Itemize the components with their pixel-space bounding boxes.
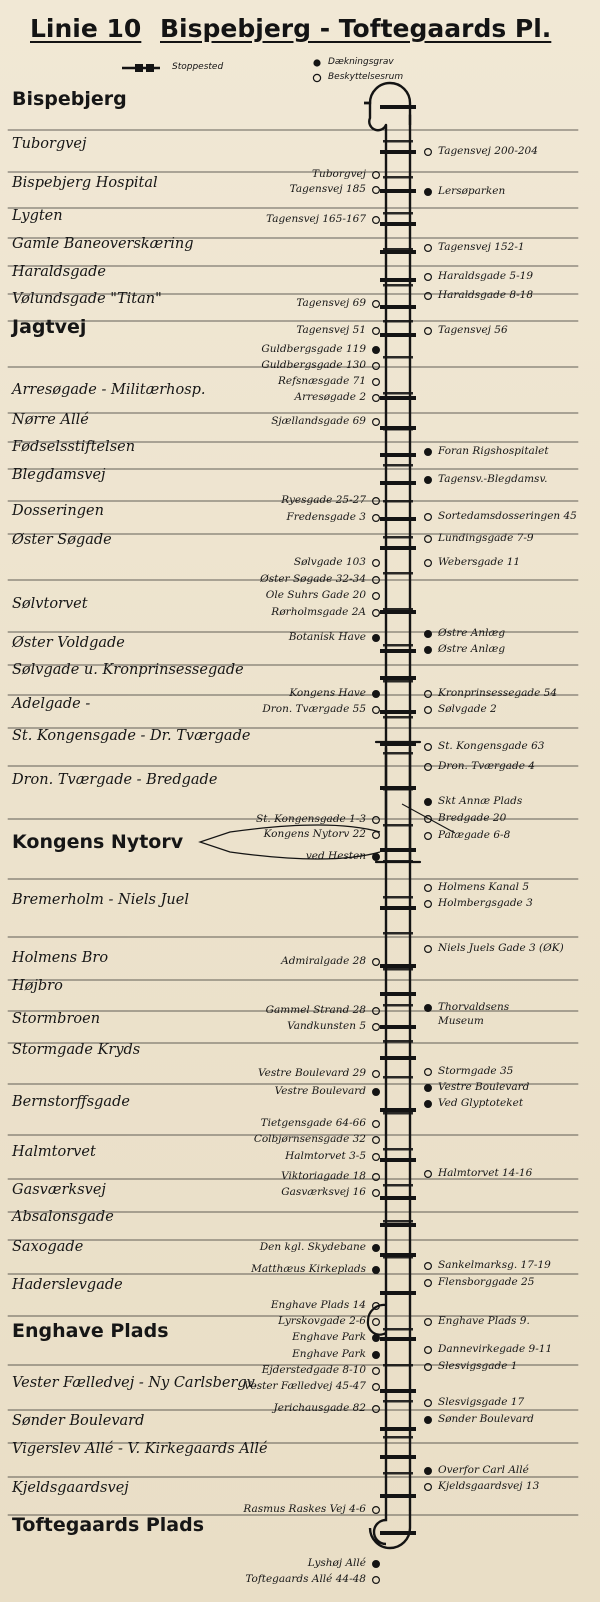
shelter-trench-dot-icon [373, 1267, 380, 1274]
shelter-trench-dot-icon [425, 1101, 432, 1108]
shelter-room-circle-icon [373, 610, 380, 617]
stop-marker [380, 1056, 416, 1060]
station-haraldsgade: Haraldsgade [12, 264, 107, 280]
shelter-right-label: Dron. Tværgade 4 [438, 760, 535, 772]
track-tie [383, 320, 413, 323]
shelter-room-circle-icon [373, 395, 380, 402]
station-nørre-all-: Nørre Allé [12, 412, 89, 428]
station-blegdamsvej: Blegdamsvej [12, 467, 106, 483]
shelter-trench-dot-icon [425, 799, 432, 806]
stop-marker [380, 305, 416, 309]
track-tie [383, 392, 413, 395]
shelter-right-label: Halmtorvet 14-16 [438, 1167, 533, 1179]
shelter-right-label: Sortedamsdosseringen 45 [438, 510, 577, 522]
station-gasværksvej: Gasværksvej [12, 1182, 106, 1198]
stop-marker [380, 1389, 416, 1393]
shelter-left-label: Øster Søgade 32-34 [260, 573, 366, 585]
stop-marker [380, 610, 416, 614]
shelter-left-label: Tagensvej 185 [289, 183, 366, 195]
shelter-room-circle-icon [373, 301, 380, 308]
shelter-room-circle-icon [373, 1507, 380, 1514]
track-tie [383, 932, 413, 935]
track-tie [383, 1472, 413, 1475]
shelter-room-circle-icon [373, 1024, 380, 1031]
shelter-room-circle-icon [373, 560, 380, 567]
shelter-right-label: Vestre Boulevard [438, 1081, 530, 1093]
shelter-right-label: Webersgade 11 [438, 556, 521, 568]
station-dosseringen: Dosseringen [12, 503, 104, 519]
stop-marker [380, 1531, 416, 1535]
shelter-right-label: Thorvaldsens [438, 1001, 510, 1013]
track-tie [383, 212, 413, 215]
shelter-left-label: Vester Fælledvej 45-47 [243, 1380, 366, 1392]
shelter-room-circle-icon [373, 217, 380, 224]
shelter-left-label: Lyshøj Allé [307, 1557, 366, 1569]
station-højbro: Højbro [12, 978, 63, 994]
shelter-room-circle-icon [373, 1406, 380, 1413]
shelter-room-circle-icon [425, 328, 432, 335]
shelter-right-label: Kronprinsessegade 54 [438, 687, 558, 699]
track-tie [383, 1364, 413, 1367]
shelter-left-label: Refsnæsgade 71 [277, 375, 366, 387]
shelter-right-label: Foran Rigshospitalet [438, 445, 549, 457]
stop-marker [380, 517, 416, 521]
legend-room-label: Beskyttelsesrum [328, 72, 404, 82]
stop-marker [380, 546, 416, 550]
station-bispebjerg-hospital: Bispebjerg Hospital [12, 175, 158, 191]
shelter-right-label: Palægade 6-8 [438, 829, 511, 841]
shelter-right-label: Slesvigsgade 17 [438, 1396, 525, 1408]
stop-marker [380, 992, 416, 996]
shelter-room-circle-icon [425, 245, 432, 252]
station-haderslevgade: Haderslevgade [12, 1277, 123, 1293]
shelter-room-circle-icon [373, 419, 380, 426]
shelter-room-circle-icon [425, 1263, 432, 1270]
shelter-room-circle-icon [373, 1137, 380, 1144]
shelter-trench-dot-icon [373, 1335, 380, 1342]
shelter-room-circle-icon [373, 1121, 380, 1128]
track-tie [383, 140, 413, 143]
shelter-right-label: Enghave Plads 9. [438, 1315, 530, 1327]
shelter-trench-dot-icon [425, 1085, 432, 1092]
shelter-room-circle-icon [373, 1071, 380, 1078]
station-fødselsstiftelsen: Fødselsstiftelsen [12, 439, 136, 455]
shelter-trench-dot-icon [373, 1089, 380, 1096]
shelter-left-label: Dron. Tværgade 55 [262, 703, 366, 715]
shelter-left-label: Guldbergsgade 130 [261, 359, 366, 371]
track-tie [383, 1220, 413, 1223]
station-st-kongensgade-dr-tværgade: St. Kongensgade - Dr. Tværgade [12, 728, 251, 744]
stop-marker [380, 1108, 416, 1112]
shelter-room-circle-icon [425, 833, 432, 840]
shelter-right-label: Lundingsgade 7-9 [438, 532, 534, 544]
shelter-right-label: Ved Glyptoteket [438, 1097, 524, 1109]
track-tie [383, 1040, 413, 1043]
track-tie [383, 752, 413, 755]
track-tie [383, 1148, 413, 1151]
shelter-room-circle-icon [373, 379, 380, 386]
shelter-room-circle-icon [425, 1069, 432, 1076]
shelter-left-label: Enghave Park [292, 1348, 366, 1360]
shelter-left-label: Viktoriagade 18 [281, 1170, 366, 1182]
shelter-trench-dot-icon [373, 854, 380, 861]
shelter-room-circle-icon [373, 832, 380, 839]
shelter-trench-dot-icon [425, 1005, 432, 1012]
stop-marker [380, 649, 416, 653]
shelter-left-label: Admiralgade 28 [281, 955, 366, 967]
shelter-left-label: Tietgensgade 64-66 [260, 1117, 366, 1129]
track-tie [383, 500, 413, 503]
shelter-room-circle-icon [425, 149, 432, 156]
shelter-left-label: Rasmus Raskes Vej 4-6 [243, 1503, 366, 1515]
shelter-right-label: Slesvigsgade 1 [438, 1360, 518, 1372]
shelter-left-label: Enghave Plads 14 [270, 1299, 366, 1311]
shelter-room-circle-icon [373, 1190, 380, 1197]
station-vigerslev-all-v-kirkegaards-all-: Vigerslev Allé - V. Kirkegaards Allé [12, 1441, 268, 1457]
shelter-right-label: Tagensvej 152-1 [438, 241, 525, 253]
shelter-left-label: Vestre Boulevard [274, 1085, 366, 1097]
track-tie [383, 1112, 413, 1115]
shelter-right-label: Flensborggade 25 [438, 1276, 535, 1288]
shelter-right-label: St. Kongensgade 63 [438, 740, 545, 752]
shelter-trench-dot-icon [425, 189, 432, 196]
shelter-room-circle-icon [373, 187, 380, 194]
track-tie [383, 896, 413, 899]
shelter-left-label: Toftegaards Allé 44-48 [245, 1573, 366, 1585]
station-vester-fælledvej-ny-carlsbergv-: Vester Fælledvej - Ny Carlsbergv. [12, 1375, 258, 1391]
station-kjeldsgaardsvej: Kjeldsgaardsvej [12, 1480, 129, 1496]
track-tie [383, 356, 413, 359]
shelter-left-label: Fredensgade 3 [286, 511, 366, 523]
shelter-left-label: Jerichausgade 82 [273, 1402, 366, 1414]
station-adelgade-: Adelgade - [12, 696, 91, 712]
stop-marker [380, 250, 416, 254]
stop-marker [380, 1494, 416, 1498]
shelter-left-label: Kongens Have [289, 687, 366, 699]
station-arresøgade-militærhosp-: Arresøgade - Militærhosp. [12, 382, 206, 398]
stop-marker [380, 105, 416, 109]
station-enghave-plads: Enghave Plads [12, 1320, 169, 1342]
shelter-room-circle-icon [373, 1384, 380, 1391]
station-øster-søgade: Øster Søgade [12, 532, 112, 548]
track-tie [383, 1400, 413, 1403]
station-vølundsgade-titan-: Vølundsgade "Titan" [12, 291, 162, 307]
track-tie [383, 644, 413, 647]
shelter-room-circle-icon [373, 1154, 380, 1161]
shelter-right-label: Skt Annæ Plads [438, 795, 523, 807]
shelter-room-circle-icon [425, 274, 432, 281]
shelter-left-label: Enghave Park [292, 1331, 366, 1343]
shelter-room-circle-icon [373, 1577, 380, 1584]
stop-marker [380, 1158, 416, 1162]
track-tie [383, 716, 413, 719]
route-title: Bispebjerg - Toftegaards Pl. [160, 14, 552, 43]
shelter-left-label: Tuborgvej [312, 168, 366, 180]
shelter-right-label: Holmens Kanal 5 [438, 881, 529, 893]
shelter-left-label: Tagensvej 51 [296, 324, 366, 336]
station-bispebjerg: Bispebjerg [12, 88, 127, 110]
stop-marker [380, 964, 416, 968]
shelter-room-circle-icon [373, 328, 380, 335]
shelter-room-circle-icon [425, 1280, 432, 1287]
shelter-left-label: Arresøgade 2 [294, 391, 366, 403]
stop-marker [380, 1223, 416, 1227]
station-stormbroen: Stormbroen [12, 1011, 101, 1027]
station-bernstorffsgade: Bernstorffsgade [12, 1094, 130, 1110]
track-tie [383, 464, 413, 467]
track-tie [383, 680, 413, 683]
station-holmens-bro: Holmens Bro [12, 950, 109, 966]
stop-marker [380, 1196, 416, 1200]
shelter-room-circle-icon [425, 1400, 432, 1407]
shelter-room-circle-icon [425, 707, 432, 714]
stop-marker [380, 1427, 416, 1431]
shelter-left-label: Ole Suhrs Gade 20 [265, 589, 366, 601]
stop-marker [380, 1455, 416, 1459]
stop-marker [380, 396, 416, 400]
station-øster-voldgade: Øster Voldgade [12, 635, 125, 651]
shelter-left-label: Colbjørnsensgade 32 [253, 1133, 366, 1145]
shelter-right-label: Sønder Boulevard [438, 1413, 534, 1425]
shelter-left-label: Ryesgade 25-27 [281, 494, 366, 506]
shelter-left-label: Guldbergsgade 119 [261, 343, 366, 355]
shelter-right-label: Lersøparken [438, 185, 506, 197]
track-tie [383, 248, 413, 251]
shelter-left-label: Vandkunsten 5 [287, 1020, 366, 1032]
shelter-room-circle-icon [425, 1319, 432, 1326]
track-tie [383, 284, 413, 287]
track-tie [383, 176, 413, 179]
shelter-right-label: Sølvgade 2 [438, 703, 497, 715]
shelter-trench-dot-icon [373, 635, 380, 642]
station-dron-tværgade-bredgade: Dron. Tværgade - Bredgade [12, 772, 218, 788]
shelter-room-circle-icon [373, 959, 380, 966]
station-absalonsgade: Absalonsgade [12, 1209, 114, 1225]
shelter-right-label: Niels Juels Gade 3 (ØK) [438, 942, 564, 954]
shelter-right-label: Bredgade 20 [438, 812, 507, 824]
station-bremerholm-niels-juel: Bremerholm - Niels Juel [12, 892, 189, 908]
shelter-room-circle-icon [425, 1347, 432, 1354]
shelter-trench-dot-icon [373, 347, 380, 354]
shelter-right-label: Haraldsgade 8-18 [438, 289, 534, 301]
track-tie [383, 968, 413, 971]
station-stormgade-kryds: Stormgade Kryds [12, 1042, 141, 1058]
stop-marker [380, 150, 416, 154]
stop-marker [380, 222, 416, 226]
shelter-room-circle-icon [373, 707, 380, 714]
shelter-room-circle-icon [373, 363, 380, 370]
track-tie [383, 1436, 413, 1439]
station-toftegaards-plads: Toftegaards Plads [12, 1514, 205, 1536]
shelter-trench-dot-icon [425, 449, 432, 456]
station-saxogade: Saxogade [12, 1239, 84, 1255]
stop-marker [380, 906, 416, 910]
stop-marker [380, 742, 416, 746]
track-tie [383, 608, 413, 611]
shelter-room-circle-icon [425, 764, 432, 771]
station-kongens-nytorv: Kongens Nytorv [12, 831, 184, 853]
shelter-left-label: Gasværksvej 16 [281, 1186, 366, 1198]
shelter-right-label: Tagensvej 56 [438, 324, 508, 336]
line-number-title: Linie 10 [30, 14, 142, 43]
legend-trench-label: Dækningsgrav [328, 57, 394, 67]
stop-marker [380, 710, 416, 714]
shelter-room-circle-icon [425, 1484, 432, 1491]
shelter-right-label: Kjeldsgaardsvej 13 [438, 1480, 540, 1492]
shelter-trench-dot-icon [373, 1245, 380, 1252]
shelter-room-circle-icon [425, 946, 432, 953]
shelter-left-label: Rørholmsgade 2A [271, 606, 366, 618]
shelter-left-label: Ejderstedgade 8-10 [261, 1364, 366, 1376]
shelter-left-label: Gammel Strand 28 [265, 1004, 366, 1016]
stop-marker [380, 1025, 416, 1029]
stop-marker [380, 1337, 416, 1341]
shelter-right-label: Museum [438, 1015, 484, 1027]
station-lygten: Lygten [12, 208, 63, 224]
shelter-right-label: Sankelmarksg. 17-19 [438, 1259, 551, 1271]
track-tie [383, 428, 413, 431]
shelter-trench-dot-icon [373, 1352, 380, 1359]
stop-marker [380, 278, 416, 282]
shelter-left-label: ved Hesten [305, 850, 366, 862]
shelter-left-label: Tagensvej 69 [296, 297, 366, 309]
shelter-room-circle-icon [373, 515, 380, 522]
station-sølvtorvet: Sølvtorvet [12, 596, 88, 612]
track-tie [383, 1292, 413, 1295]
shelter-right-label: Dannevirkegade 9-11 [438, 1343, 553, 1355]
track-tie [383, 1328, 413, 1331]
stop-marker [380, 189, 416, 193]
shelter-right-label: Tagensvej 200-204 [438, 145, 538, 157]
shelter-left-label: Matthæus Kirkeplads [251, 1263, 366, 1275]
stop-marker [380, 481, 416, 485]
shelter-right-label: Overfor Carl Allé [438, 1464, 529, 1476]
shelter-room-circle-icon [425, 744, 432, 751]
shelter-trench-dot-icon [373, 691, 380, 698]
shelter-room-circle-icon [373, 817, 380, 824]
shelter-trench-dot-icon [373, 1561, 380, 1568]
shelter-left-label: Lyrskovgade 2-6 [278, 1315, 366, 1327]
shelter-room-circle-icon [425, 901, 432, 908]
shelter-left-label: Sølvgade 103 [293, 556, 366, 568]
shelter-room-circle-icon [425, 1171, 432, 1178]
shelter-room-circle-icon [425, 536, 432, 543]
shelter-trench-dot-icon [425, 477, 432, 484]
station-sølvgade-u-kronprinsessegade: Sølvgade u. Kronprinsessegade [12, 662, 244, 678]
track-tie [383, 860, 413, 863]
station-sønder-boulevard: Sønder Boulevard [12, 1413, 145, 1429]
shelter-room-circle-icon [425, 560, 432, 567]
track-tie [383, 536, 413, 539]
shelter-room-circle-icon [425, 691, 432, 698]
track-tie [383, 788, 413, 791]
shelter-right-label: Haraldsgade 5-19 [438, 270, 534, 282]
track-tie [383, 572, 413, 575]
shelter-left-label: Kongens Nytorv 22 [263, 828, 366, 840]
track-tie [383, 824, 413, 827]
shelter-right-label: Stormgade 35 [438, 1065, 514, 1077]
station-halmtorvet: Halmtorvet [12, 1144, 96, 1160]
station-gamle-baneoverskæring: Gamle Baneoverskæring [12, 236, 194, 252]
shelter-room-circle-icon [373, 593, 380, 600]
shelter-left-label: Den kgl. Skydebane [259, 1241, 366, 1253]
stop-marker [380, 848, 416, 852]
shelter-trench-dot-icon [425, 1417, 432, 1424]
shelter-left-label: Sjællandsgade 69 [271, 415, 366, 427]
track-tie [383, 1256, 413, 1259]
shelter-trench-dot-icon [425, 631, 432, 638]
shelter-right-label: Tagensv.-Blegdamsv. [438, 473, 548, 485]
track-tie [383, 1004, 413, 1007]
shelter-trench-dot-icon [425, 1468, 432, 1475]
shelter-right-label: Holmbergsgade 3 [438, 897, 533, 909]
stop-marker [380, 453, 416, 457]
shelter-trench-dot-icon [425, 647, 432, 654]
stop-marker [380, 333, 416, 337]
shelter-room-circle-icon [373, 1368, 380, 1375]
shelter-room-circle-icon [373, 172, 380, 179]
shelter-room-circle-icon [425, 514, 432, 521]
shelter-left-label: Botanisk Have [288, 631, 366, 643]
shelter-left-label: Tagensvej 165-167 [266, 213, 366, 225]
station-jagtvej: Jagtvej [12, 316, 87, 338]
track-tie [383, 1184, 413, 1187]
bottom-loop-track [370, 1510, 410, 1548]
shelter-room-circle-icon [425, 885, 432, 892]
shelter-left-label: Vestre Boulevard 29 [257, 1067, 366, 1079]
shelter-room-circle-icon [373, 1319, 380, 1326]
shelter-right-label: Østre Anlæg [438, 643, 506, 655]
legend-stop-label: Stoppested [172, 62, 224, 72]
stop-marker [380, 676, 416, 680]
shelter-right-label: Østre Anlæg [438, 627, 506, 639]
station-tuborgvej: Tuborgvej [12, 136, 87, 152]
shelter-left-label: St. Kongensgade 1-3 [256, 813, 366, 825]
track-tie [383, 1076, 413, 1079]
shelter-left-label: Halmtorvet 3-5 [285, 1150, 366, 1162]
